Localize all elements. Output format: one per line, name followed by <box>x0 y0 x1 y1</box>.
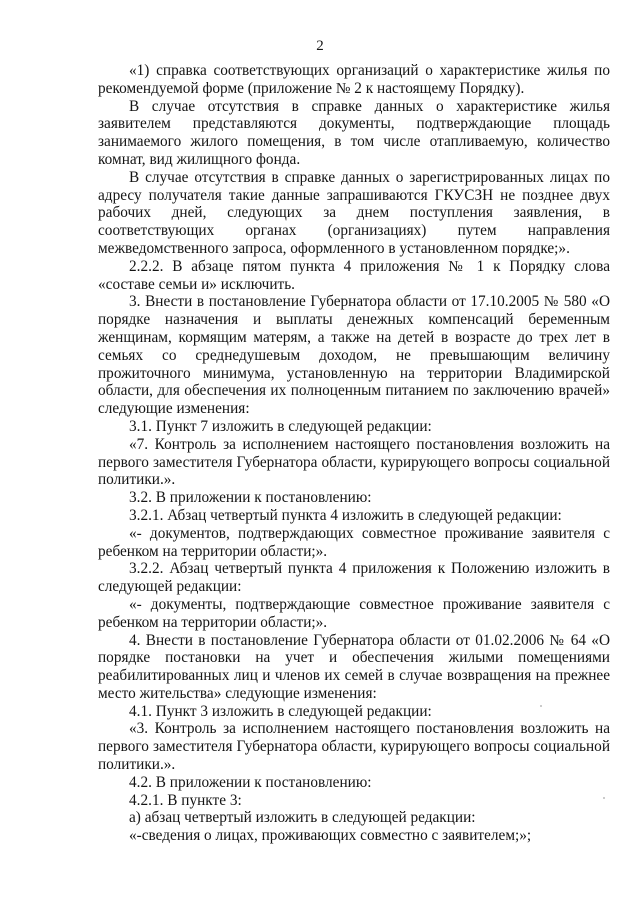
paragraph: В случае отсутствия в справке данных о характеристике жилья заявителем представляются документы, подтверждающие площадь занимаемого жилого помещения, в том числе отапливаемую, количество комнат, вид жилищного фонда. <box>98 97 610 168</box>
paragraph: «-сведения о лицах, проживающих совместно с заявителем;»; <box>129 827 532 845</box>
paragraph: 4.1. Пункт 3 изложить в следующей редакции: <box>129 702 432 720</box>
paragraph: 3. Внести в постановление Губернатора области от 17.10.2005 № 580 «О порядке назначения и выплаты денежных компенсаций беременным женщинам, кормящим матерям, а также на детей в возрасте до трех лет в семьях со среднедушевым доходом, не превышающим величину прожиточного минимума, установленную на территории Владимирской области, для обеспечения их полноценным питанием по заключению врачей» следующие изменения: <box>98 293 610 418</box>
paragraph: 3.1. Пункт 7 изложить в следующей редакции: <box>129 417 432 435</box>
paragraph: 4.2.1. В пункте 3: <box>129 791 242 809</box>
scan-speck <box>603 797 605 799</box>
paragraph: «1) справка соответствующих организаций о характеристике жилья по рекомендуемой форме (приложение № 2 к настоящему Порядку). <box>98 62 610 97</box>
page-number: 2 <box>316 38 324 54</box>
paragraph: 3.2.1. Абзац четвертый пункта 4 изложить в следующей редакции: <box>129 506 562 524</box>
paragraph: «3. Контроль за исполнением настоящего постановления возложить на первого заместителя Губернатора области, курирующего вопросы социальной политики.». <box>98 720 610 774</box>
paragraph: «- документов, подтверждающих совместное проживание заявителя с ребенком на территории области;». <box>98 524 610 560</box>
paragraph: «7. Контроль за исполнением настоящего постановления возложить на первого заместителя Губернатора области, курирующего вопросы социальной политики.». <box>98 435 610 489</box>
paragraph: «- документы, подтверждающие совместное проживание заявителя с ребенком на территории области;». <box>98 595 610 631</box>
paragraph: 3.2. В приложении к постановлению: <box>129 489 372 507</box>
document-body <box>98 62 610 845</box>
paragraph: 2.2.2. В абзаце пятом пункта 4 приложения № 1 к Порядку слова «составе семьи и» исключить. <box>98 257 610 293</box>
paragraph: 4. Внести в постановление Губернатора области от 01.02.2006 № 64 «О порядке постановки на учет и обеспечения жилыми помещениями реабилитированных лиц и членов их семей в случае возвращения на прежнее место жительства» следующие изменения: <box>98 631 610 702</box>
scan-speck <box>540 705 542 707</box>
paragraph: а) абзац четвертый изложить в следующей редакции: <box>129 809 476 827</box>
paragraph: В случае отсутствия в справке данных о зарегистрированных лицах по адресу получателя такие данные запрашиваются ГКУСЗН не позднее двух рабочих дней, следующих за днем поступления заявления, в соответствующих органах (организациях) путем направления межведомственного запроса, оформленного в установленном порядке;». <box>98 168 610 257</box>
paragraph: 3.2.2. Абзац четвертый пункта 4 приложения к Положению изложить в следующей редакции: <box>98 560 610 596</box>
paragraph: 4.2. В приложении к постановлению: <box>129 773 372 791</box>
